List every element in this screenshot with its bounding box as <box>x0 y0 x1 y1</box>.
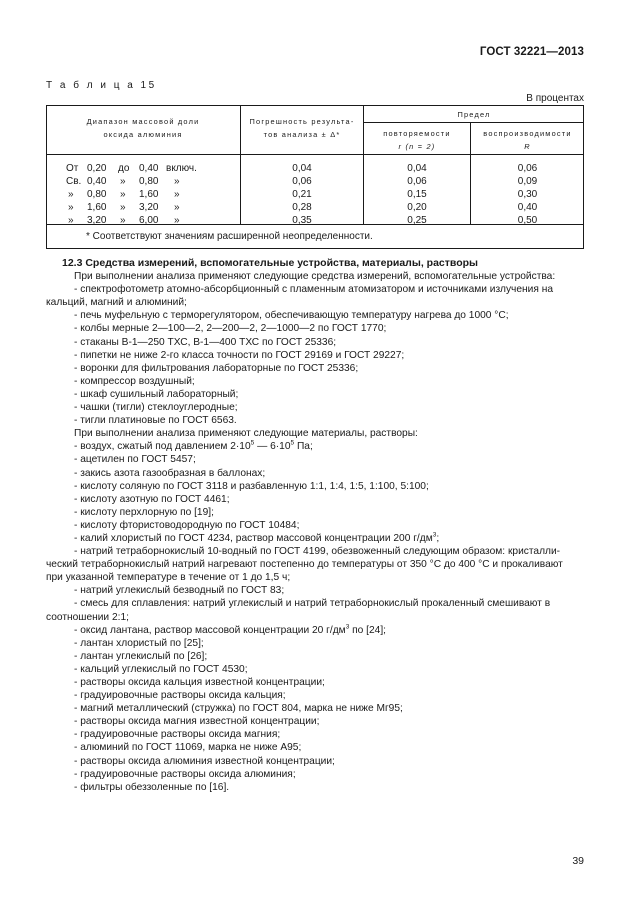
list-item: - магний металлический (стружка) по ГОСТ 804, марка не ниже Мг95; <box>74 703 403 715</box>
list-item: - оксид лантана, раствор массовой концентрации 20 $г/дм^3$ по [24]; <box>74 623 386 636</box>
list-item: - воронки для фильтрования лабораторные по ГОСТ 25336; <box>74 362 359 374</box>
page-number: 39 <box>572 855 584 867</box>
reproducibility-column: 0,06 0,09 0,30 0,40 0,50 <box>517 163 538 226</box>
list-item: - кислоту соляную по ГОСТ 3118 и разбавленную 1:1, 1:4, 1:5, 1:100, 5:100; <box>74 480 429 492</box>
results-table: Диапазон массовой доли оксида алюминия Погрешность результа- тов анализа ± Δ* Предел повторяемости r (n = 2) воспроизводимости R От 0,20 до 0,40 включ. Св. 0,40 » 0,80 » » 0,80 » 1,60 » » 1,60 » 3,20 » » 3,20 » 6,00 » 0,04 0,06 0,21 0,28 0,35 0,04 0,06 0,15 0,20 0,25 0,06 0,09 0,30 0,40 0,50 * Соответствуют значениям расширенной неопределенности. <box>46 105 584 249</box>
list-item: - растворы оксида магния известной концентрации; <box>74 716 320 728</box>
header-error: Погрешность результа- тов анализа ± Δ* <box>249 117 355 139</box>
table-border-bottom <box>46 248 584 249</box>
list-item: - колбы мерные 2—100—2, 2—200—2, 2—1000—2 по ГОСТ 1770; <box>74 323 387 335</box>
list-item: - чашки (тигли) стеклоуглеродные; <box>74 402 238 414</box>
list-item: - градуировочные растворы оксида алюминия; <box>74 768 296 780</box>
paragraph: При выполнении анализа применяют следующие материалы, растворы: <box>74 428 418 440</box>
list-item: - алюминий по ГОСТ 11069, марка не ниже А95; <box>74 742 302 754</box>
table-header-rule <box>46 154 584 155</box>
error-column: 0,04 0,06 0,21 0,28 0,35 <box>292 163 312 226</box>
table-unit: В процентах <box>526 93 584 104</box>
list-item: - компрессор воздушный; <box>74 375 195 387</box>
list-item: - кислоту фтористоводородную по ГОСТ 10484; <box>74 519 300 531</box>
list-item: - шкаф сушильный лабораторный; <box>74 388 239 400</box>
list-item: - кислоту перхлорную по [19]; <box>74 506 214 518</box>
list-item: - пипетки не ниже 2-го класса точности по ГОСТ 29169 и ГОСТ 29227; <box>74 349 405 361</box>
list-item: - кальций углекислый по ГОСТ 4530; <box>74 663 248 675</box>
list-item: - кислоту азотную по ГОСТ 4461; <box>74 493 230 505</box>
section-heading: 12.3 Средства измерений, вспомогательные устройства, материалы, растворы <box>62 257 479 269</box>
list-item: - калий хлористый по ГОСТ 4234, раствор массовой концентрации 200 $г/дм^3$; <box>74 531 440 544</box>
list-item-continuation: ческий тетраборнокислый натрий нагревают постепенно до температуры от 350 °С до 400 °С и прокаливают <box>46 559 563 571</box>
repeatability-column: 0,04 0,06 0,15 0,20 0,25 <box>407 163 427 226</box>
list-item: - тигли платиновые по ГОСТ 6563. <box>74 415 237 427</box>
list-item-continuation: при указанной температуре в течение от 1 до 1,5 ч; <box>46 572 291 584</box>
list-item: - растворы оксида кальция известной концентрации; <box>74 677 325 688</box>
list-item: - растворы оксида алюминия известной концентрации; <box>74 755 335 767</box>
list-item: - лантан хлористый по [25]; <box>74 637 204 649</box>
list-item: - ацетилен по ГОСТ 5457; <box>74 454 196 466</box>
header-reproducibility: воспроизводимости R <box>483 129 572 151</box>
list-item-continuation: кальций, магний и алюминий; <box>46 297 187 309</box>
header-range: Диапазон массовой доли оксида алюминия <box>86 117 200 139</box>
list-item: - градуировочные растворы оксида кальция; <box>74 690 286 702</box>
table-caption: Т а б л и ц а 15 <box>46 80 157 91</box>
table-border-top <box>46 105 584 106</box>
list-item: - натрий углекислый безводный по ГОСТ 83; <box>74 585 285 597</box>
paragraph: При выполнении анализа применяют следующие средства измерений, вспомогательные устройства: <box>74 271 556 283</box>
list-item-continuation: соотношении 2:1; <box>46 611 129 623</box>
header-limit: Предел <box>457 110 491 119</box>
list-item: - градуировочные растворы оксида магния; <box>74 729 281 741</box>
list-item: - смесь для сплавления: натрий углекислый и натрий тетраборнокислый прокаленный смешивают в <box>74 598 551 610</box>
list-item: - натрий тетраборнокислый 10-водный по ГОСТ 4199, обезвоженный следующим образом: кристалли- <box>74 546 561 558</box>
standard-designation: ГОСТ 32221—2013 <box>479 46 584 58</box>
list-item: - стаканы В-1—250 ТХС, В-1—400 ТХС по ГОСТ 25336; <box>74 336 337 348</box>
table-footnote: * Соответствуют значениям расширенной неопределенности. <box>86 231 373 242</box>
list-item: - закись азота газообразная в баллонах; <box>74 467 266 479</box>
section-body <box>46 257 584 794</box>
list-item: - лантан углекислый по [26]; <box>74 650 208 662</box>
table-limit-rule <box>363 122 584 123</box>
list-item: - воздух, сжатый под давлением $2\cdot 10^5$ — $6\cdot 10^5$ Па; <box>74 439 313 453</box>
list-item: - печь муфельную с терморегулятором, обеспечивающую температуру нагрева до 1000 °С; <box>74 310 509 322</box>
list-item: - фильтры обеззоленные по [16]. <box>74 781 230 793</box>
list-item: - спектрофотометр атомно-абсорбционный с пламенным атомизатором и источниками излучения на <box>74 284 553 296</box>
header-repeatability: повторяемости r (n = 2) <box>383 129 451 151</box>
